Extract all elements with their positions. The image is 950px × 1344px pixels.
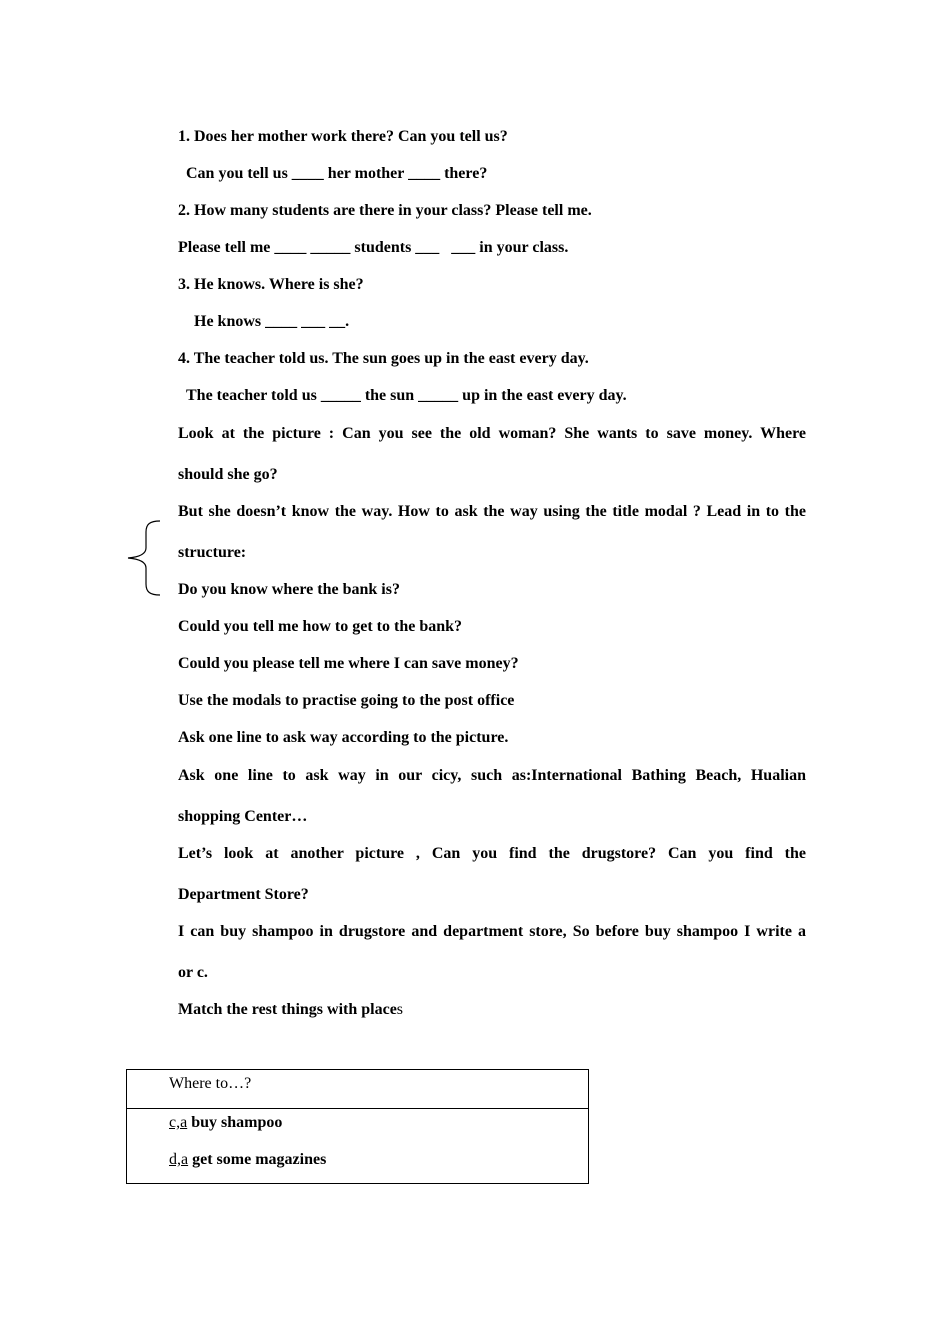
- match-line-main: Match the rest things with place: [178, 1001, 397, 1018]
- ask-line-2b: shopping Center…: [178, 808, 308, 825]
- where-to-table: [126, 1069, 589, 1184]
- table-row: [169, 1113, 282, 1133]
- curly-brace-icon: [124, 518, 164, 598]
- shampoo-line-2: or c.: [178, 964, 208, 981]
- another-picture-line-1: Let’s look at another picture , Can you find the drugstore? Can you find the: [178, 845, 806, 862]
- structure-line-2: Could you tell me how to get to the bank?: [178, 618, 463, 635]
- another-picture-line-2: Department Store?: [178, 886, 309, 903]
- lead-in-line-1: But she doesn’t know the way. How to ask the way using the title modal ? Lead in to the: [178, 503, 806, 520]
- exercise-1-question: 1. Does her mother work there? Can you tell us?: [178, 128, 508, 145]
- ask-line-2a: Ask one line to ask way in our cicy, such as:International Bathing Beach, Hualian: [178, 767, 806, 784]
- practise-line: Use the modals to practise going to the post office: [178, 692, 515, 709]
- lead-in-line-2: structure:: [178, 544, 247, 561]
- exercise-2-answer: Please tell me ____ _____ students ___ ___ in your class.: [178, 239, 569, 256]
- table-row: [169, 1150, 326, 1170]
- row-text: get some magazines: [188, 1151, 327, 1168]
- look-picture-line-1: Look at the picture : Can you see the old woman? She wants to save money. Where: [178, 425, 806, 442]
- row-text: buy shampoo: [187, 1114, 283, 1131]
- look-picture-line-2: should she go?: [178, 466, 278, 483]
- structure-line-3: Could you please tell me where I can save money?: [178, 655, 519, 672]
- where-to-header-text: Where to…?: [169, 1075, 252, 1092]
- row-letters: d,a: [169, 1151, 189, 1168]
- structure-line-1: Do you know where the bank is?: [178, 581, 400, 598]
- match-line-tail: s: [396, 1001, 404, 1018]
- row-letters: c,a: [169, 1114, 188, 1131]
- exercise-3-question: 3. He knows. Where is she?: [178, 276, 364, 293]
- exercise-3-answer: He knows ____ ___ __.: [194, 313, 350, 330]
- shampoo-line-1: I can buy shampoo in drugstore and department store, So before buy shampoo I write a: [178, 923, 806, 940]
- exercise-2-question: 2. How many students are there in your class? Please tell me.: [178, 202, 592, 219]
- ask-line-1: Ask one line to ask way according to the picture.: [178, 729, 509, 746]
- where-to-table-header: [127, 1070, 588, 1109]
- exercise-4-answer: The teacher told us _____ the sun _____ up in the east every day.: [186, 387, 627, 404]
- exercise-1-answer: Can you tell us ____ her mother ____ there?: [186, 165, 488, 182]
- match-line: [178, 1000, 806, 1020]
- exercise-4-question: 4. The teacher told us. The sun goes up in the east every day.: [178, 350, 589, 367]
